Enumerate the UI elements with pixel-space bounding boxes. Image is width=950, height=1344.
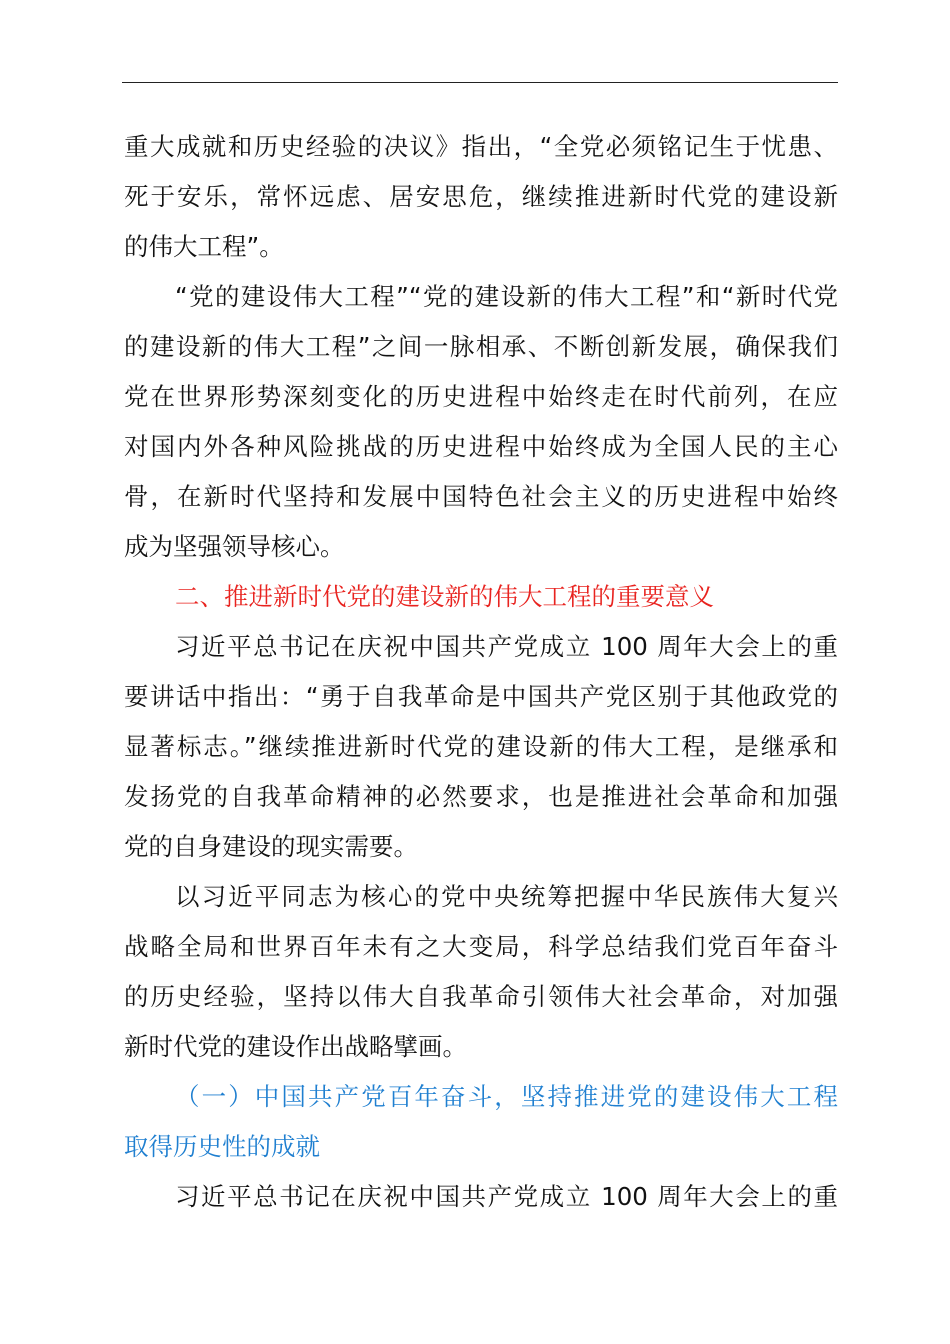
paragraph-first-line: 习近平总书记在庆祝中国共产党成立 100 周年大会上的重	[175, 632, 838, 661]
body-line: 党的自身建设的现实需要。	[124, 832, 418, 861]
body-line: 新时代党的建设作出战略擘画。	[124, 1032, 467, 1061]
paragraph-first-line: “党的建设伟大工程”“党的建设新的伟大工程”和“新时代党	[175, 282, 838, 311]
body-line: 党在世界形势深刻变化的历史进程中始终走在时代前列，在应	[124, 382, 838, 411]
subsection-heading: （一）中国共产党百年奋斗，坚持推进党的建设伟大工程	[175, 1082, 838, 1111]
paragraph-first-line: 以习近平同志为核心的党中央统筹把握中华民族伟大复兴	[175, 882, 838, 911]
body-line: 对国内外各种风险挑战的历史进程中始终成为全国人民的主心	[124, 432, 838, 461]
body-line: 发扬党的自我革命精神的必然要求，也是推进社会革命和加强	[124, 782, 838, 811]
subsection-heading-continued: 取得历史性的成就	[124, 1132, 320, 1161]
body-line: 的伟大工程”。	[124, 232, 284, 261]
body-line: 的历史经验，坚持以伟大自我革命引领伟大社会革命，对加强	[124, 982, 838, 1011]
body-line: 死于安乐，常怀远虑、居安思危，继续推进新时代党的建设新	[124, 182, 838, 211]
body-line: 成为坚强领导核心。	[124, 532, 345, 561]
body-line: 显著标志。”继续推进新时代党的建设新的伟大工程，是继承和	[124, 732, 838, 761]
body-line: 要讲话中指出：“勇于自我革命是中国共产党区别于其他政党的	[124, 682, 838, 711]
body-line: 骨，在新时代坚持和发展中国特色社会主义的历史进程中始终	[124, 482, 838, 511]
section-heading: 二、推进新时代党的建设新的伟大工程的重要意义	[175, 582, 714, 611]
body-line: 的建设新的伟大工程”之间一脉相承、不断创新发展，确保我们	[124, 332, 838, 361]
body-line: 战略全局和世界百年未有之大变局，科学总结我们党百年奋斗	[124, 932, 838, 961]
header-rule	[122, 82, 838, 83]
document-body	[124, 122, 838, 1222]
body-line: 重大成就和历史经验的决议》指出，“全党必须铭记生于忧患、	[124, 132, 838, 161]
paragraph-first-line: 习近平总书记在庆祝中国共产党成立 100 周年大会上的重	[175, 1182, 838, 1211]
